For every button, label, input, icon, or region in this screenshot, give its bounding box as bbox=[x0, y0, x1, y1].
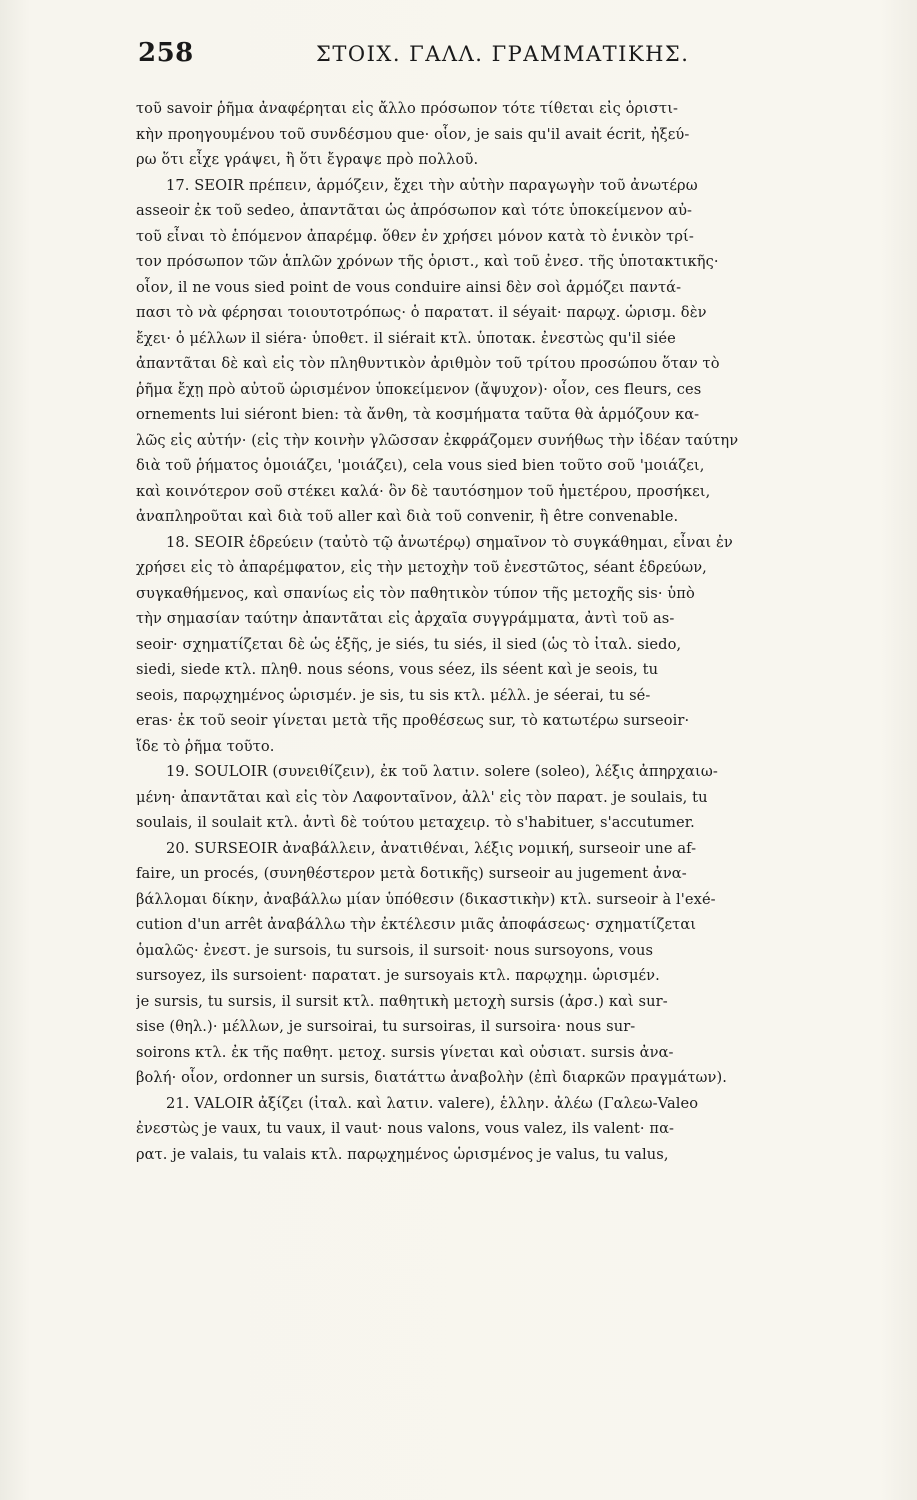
text-line: καὶ κοινότερον σοῦ στέκει καλά· ὃν δὲ ταυτόσημον τοῦ ἡμετέρου, προσήκει, bbox=[136, 482, 711, 500]
section-18-heading-line: 18. SEOIR ἑδρεύειν (ταὐτὸ τῷ ἀνωτέρῳ) σημαῖνον τὸ συγκάθημαι, εἶναι ἐν bbox=[166, 533, 733, 551]
section-19-heading-line: 19. SOULOIR (συνειθίζειν), ἐκ τοῦ λατιν. solere (soleo), λέξις ἀπηρχαιω- bbox=[166, 763, 718, 780]
text-line: sise (θηλ.)· μέλλων, je sursoirai, tu sursoiras, il sursoira· nous sur- bbox=[136, 1018, 636, 1035]
text-line: eras· ἐκ τοῦ seoir γίνεται μετὰ τῆς προθέσεως sur, τὸ κατωτέρω surseoir· bbox=[136, 712, 690, 729]
text-line: faire, un procés, (συνηθέστερον μετὰ δοτικῆς) surseoir au jugement ἀνα- bbox=[136, 865, 687, 882]
text-line: je sursis, tu sursis, il sursit κτλ. παθητικὴ μετοχὴ sursis (ἀρσ.) καὶ sur- bbox=[136, 992, 668, 1010]
text-line: βολή· οἷον, ordonner un sursis, διατάττω ἀναβολὴν (ἐπὶ διαρκῶν πραγμάτων). bbox=[136, 1069, 728, 1086]
text-line: sursoyez, ils sursoient· παρατατ. je sursoyais κτλ. παρῳχημ. ὡρισμέν. bbox=[136, 967, 660, 984]
body-text bbox=[136, 96, 860, 1167]
text-line: ῥῆμα ἔχῃ πρὸ αὐτοῦ ὡρισμένον ὑποκείμενον (ἄψυχον)· οἷον, ces fleurs, ces bbox=[136, 380, 702, 398]
text-line: cution d'un arrêt ἀναβάλλω τὴν ἐκτέλεσιν μιᾶς ἀποφάσεως· σχηματίζεται bbox=[136, 916, 697, 933]
text-line: ὁμαλῶς· ἐνεστ. je sursois, tu sursois, il sursoit· nous sursoyons, vous bbox=[136, 941, 654, 959]
section-17-heading-line: 17. SEOIR πρέπειν, ἁρμόζειν, ἔχει τὴν αὐτὴν παραγωγὴν τοῦ ἀνωτέρω bbox=[166, 176, 698, 194]
text-line: οἷον, il ne vous sied point de vous conduire ainsi δὲν σοὶ ἁρμόζει παντά- bbox=[136, 278, 682, 296]
page-number: 258 bbox=[138, 38, 194, 68]
text-line: λῶς εἰς αὐτήν· (εἰς τὴν κοινὴν γλῶσσαν ἐκφράζομεν συνήθως τὴν ἰδέαν ταύτην bbox=[136, 431, 739, 449]
running-head: ΣΤΟΙΧ. ΓΑΛΛ. ΓΡΑΜΜΑΤΙΚΗΣ. bbox=[316, 42, 690, 66]
text-line: τον πρόσωπον τῶν ἁπλῶν χρόνων τῆς ὁριστ., καὶ τοῦ ἐνεσ. τῆς ὑποτακτικῆς· bbox=[136, 253, 719, 270]
text-line: soirons κτλ. ἐκ τῆς παθητ. μετοχ. sursis γίνεται καὶ οὐσιατ. sursis ἀνα- bbox=[136, 1043, 674, 1061]
text-line: τὴν σημασίαν ταύτην ἀπαντᾶται εἰς ἀρχαῖα συγγράμματα, ἀντὶ τοῦ as- bbox=[136, 610, 675, 627]
text-line: ornements lui siéront bien: τὰ ἄνθη, τὰ κοσμήματα ταῦτα θὰ ἁρμόζουν κα- bbox=[136, 406, 700, 423]
text-line: ἔχει· ὁ μέλλων il siéra· ὑποθετ. il siérait κτλ. ὑποτακ. ἐνεστὼς qu'il siée bbox=[136, 329, 676, 347]
text-line: seoir· σχηματίζεται δὲ ὡς ἑξῆς, je siés, tu siés, il sied (ὡς τὸ ἰταλ. siedo, bbox=[136, 635, 682, 653]
text-line: ἐνεστὼς je vaux, tu vaux, il vaut· nous valons, vous valez, ils valent· πα- bbox=[136, 1120, 675, 1137]
text-line: συγκαθήμενος, καὶ σπανίως εἰς τὸν παθητικὸν τύπον τῆς μετοχῆς sis· ὑπὸ bbox=[136, 584, 695, 602]
text-line: ἀναπληροῦται καὶ διὰ τοῦ aller καὶ διὰ τοῦ convenir, ἢ être convenable. bbox=[136, 508, 679, 525]
text-line: ρω ὅτι εἶχε γράψει, ἢ ὅτι ἔγραψε πρὸ πολλοῦ. bbox=[136, 151, 479, 168]
text-line: πασι τὸ νὰ φέρησαι τοιουτοτρόπως· ὁ παρατατ. il séyait· παρῳχ. ὡρισμ. δὲν bbox=[136, 304, 707, 321]
text-line: ἴδε τὸ ῥῆμα τοῦτο. bbox=[136, 737, 275, 755]
text-line: χρήσει εἰς τὸ ἀπαρέμφατον, εἰς τὴν μετοχὴν τοῦ ἐνεστῶτος, séant ἑδρεύων, bbox=[136, 559, 707, 576]
text-line: μένη· ἀπαντᾶται καὶ εἰς τὸν Λαφονταῖνον, ἀλλ' εἰς τὸν παρατ. je soulais, tu bbox=[136, 788, 708, 806]
text-line: asseoir ἐκ τοῦ sedeo, ἀπαντᾶται ὡς ἀπρόσωπον καὶ τότε ὑποκείμενον αὐ- bbox=[136, 202, 693, 219]
text-line: siedi, siede κτλ. πληθ. nous séons, vous séez, ils séent καὶ je seois, tu bbox=[136, 661, 659, 678]
text-line: ἀπαντᾶται δὲ καὶ εἰς τὸν πληθυντικὸν ἀριθμὸν τοῦ τρίτου προσώπου ὅταν τὸ bbox=[136, 355, 720, 372]
section-20-heading-line: 20. SURSEOIR ἀναβάλλειν, ἀνατιθέναι, λέξις νομική, surseoir une af- bbox=[166, 839, 697, 857]
text-line: soulais, il soulait κτλ. ἀντὶ δὲ τούτου μεταχειρ. τὸ s'habituer, s'accutumer. bbox=[136, 814, 695, 831]
section-21-heading-line: 21. VALOIR ἀξίζει (ἰταλ. καὶ λατιν. valere), ἑλλην. ἀλέω (Γαλεω-Valeo bbox=[166, 1094, 699, 1112]
text-line: τοῦ savoir ῥῆμα ἀναφέρηται εἰς ἄλλο πρόσωπον τότε τίθεται εἰς ὁριστι- bbox=[136, 100, 679, 117]
page-header bbox=[138, 38, 858, 78]
text-line: βάλλομαι δίκην, ἀναβάλλω μίαν ὑπόθεσιν (δικαστικὴν) κτλ. surseoir à l'exé- bbox=[136, 890, 716, 908]
text-line: διὰ τοῦ ῥήματος ὁμοιάζει, 'μοιάζει), cela vous sied bien τοῦτο σοῦ 'μοιάζει, bbox=[136, 457, 705, 474]
text-line: τοῦ εἶναι τὸ ἑπόμενον ἀπαρέμφ. ὅθεν ἐν χρήσει μόνον κατὰ τὸ ἑνικὸν τρί- bbox=[136, 227, 694, 245]
text-line: κὴν προηγουμένου τοῦ συνδέσμου que· οἷον, je sais qu'il avait écrit, ἠξεύ- bbox=[136, 125, 690, 143]
text-line: seois, παρῳχημένος ὡρισμέν. je sis, tu sis κτλ. μέλλ. je séerai, tu sé- bbox=[136, 686, 651, 704]
text-line: ρατ. je valais, tu valais κτλ. παρῳχημένος ὡρισμένος je valus, tu valus, bbox=[136, 1145, 669, 1163]
